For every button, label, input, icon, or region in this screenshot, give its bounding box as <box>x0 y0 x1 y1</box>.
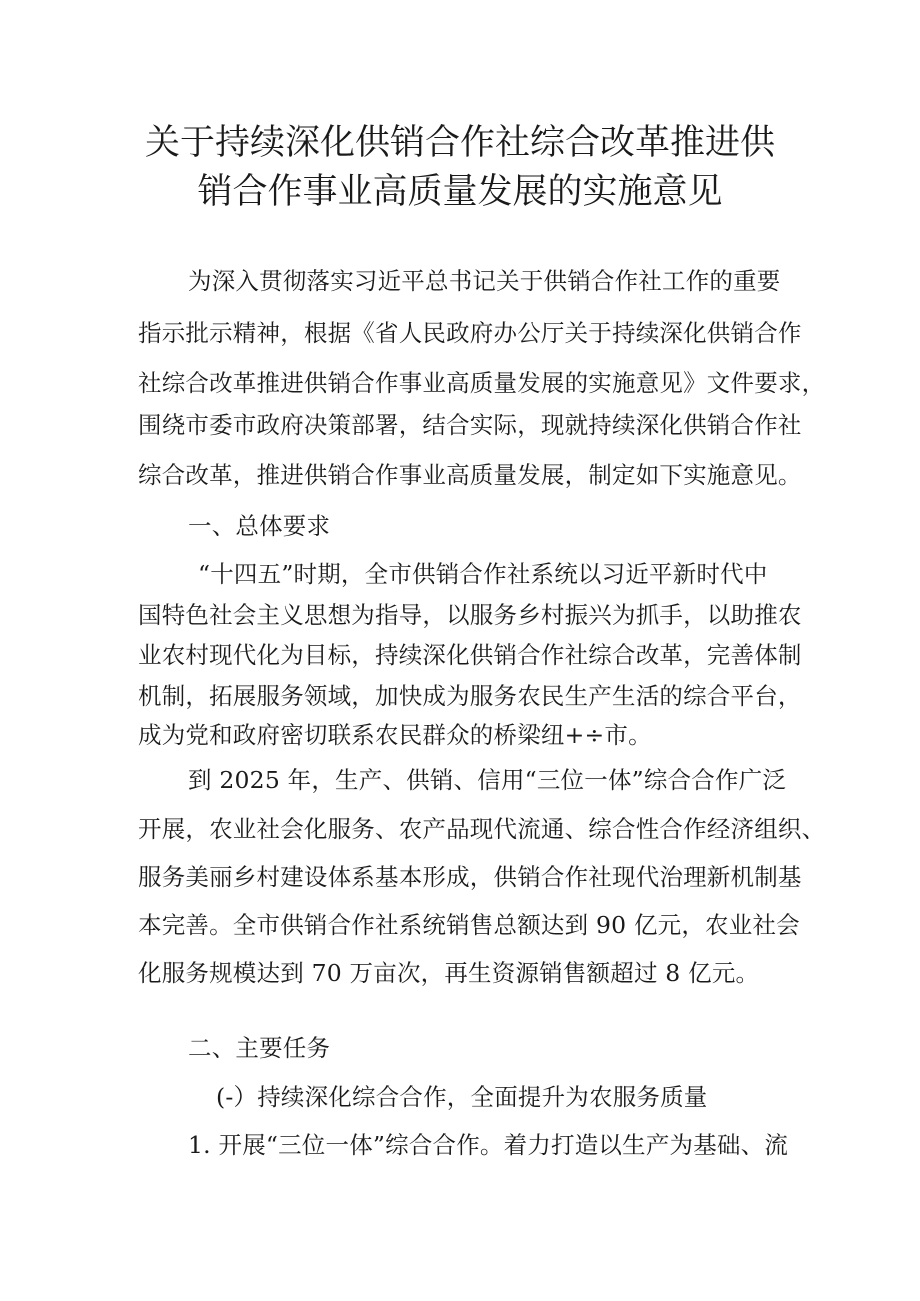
intro-line-4: 围绕市委市政府决策部署，结合实际，现就持续深化供销合作社 <box>138 411 802 439</box>
section1-para2-line-2: 开展，农业社会化服务、农产品现代流通、综合性合作经济组织、 <box>138 815 826 843</box>
section1-para1-line-4: 机制，拓展服务领域，加快成为服务农民生产生活的综合平台， <box>138 682 802 710</box>
section1-para2-line-4: 本完善。全市供销合作社系统销售总额达到 90 亿元，农业社会 <box>138 911 800 939</box>
section-heading-overall-requirements: 一、总体要求 <box>188 512 331 540</box>
intro-line-1: 为深入贯彻落实习近平总书记关于供销合作社工作的重要 <box>188 267 781 295</box>
section1-para2-line-3: 服务美丽乡村建设体系基本形成，供销合作社现代治理新机制基 <box>138 863 802 891</box>
intro-line-3: 社综合改革推进供销合作事业高质量发展的实施意见》文件要求， <box>138 369 826 397</box>
document-title-line-2: 销合作事业高质量发展的实施意见 <box>197 172 723 212</box>
section1-para1-line-1: “十四五”时期，全市供销合作社系统以习近平新时代中 <box>198 560 768 588</box>
document-title-line-1: 关于持续深化供销合作社综合改革推进供 <box>144 123 775 163</box>
section-heading-main-tasks: 二、主要任务 <box>188 1034 331 1062</box>
section1-para2-line-5: 化服务规模达到 70 万亩次，再生资源销售额超过 8 亿元。 <box>138 959 760 987</box>
intro-line-5: 综合改革，推进供销合作事业高质量发展，制定如下实施意见。 <box>138 461 802 489</box>
section1-para1-line-2: 国特色社会主义思想为指导，以服务乡村振兴为抓手，以助推农 <box>138 601 802 629</box>
section1-para2-line-1: 到 2025 年，生产、供销、信用“三位一体”综合合作广泛 <box>188 766 787 794</box>
item-1-line: 1. 开展“三位一体”综合合作。着力打造以生产为基础、流 <box>188 1131 789 1159</box>
section1-para1-line-3: 业农村现代化为目标，持续深化供销合作社综合改革，完善体制 <box>138 641 802 669</box>
subsection-heading-1: (-）持续深化综合合作，全面提升为农服务质量 <box>216 1083 708 1111</box>
section1-para1-line-5: 成为党和政府密切联系农民群众的桥梁纽+÷市。 <box>138 721 652 749</box>
intro-line-2: 指示批示精神，根据《省人民政府办公厅关于持续深化供销合作 <box>138 319 802 347</box>
